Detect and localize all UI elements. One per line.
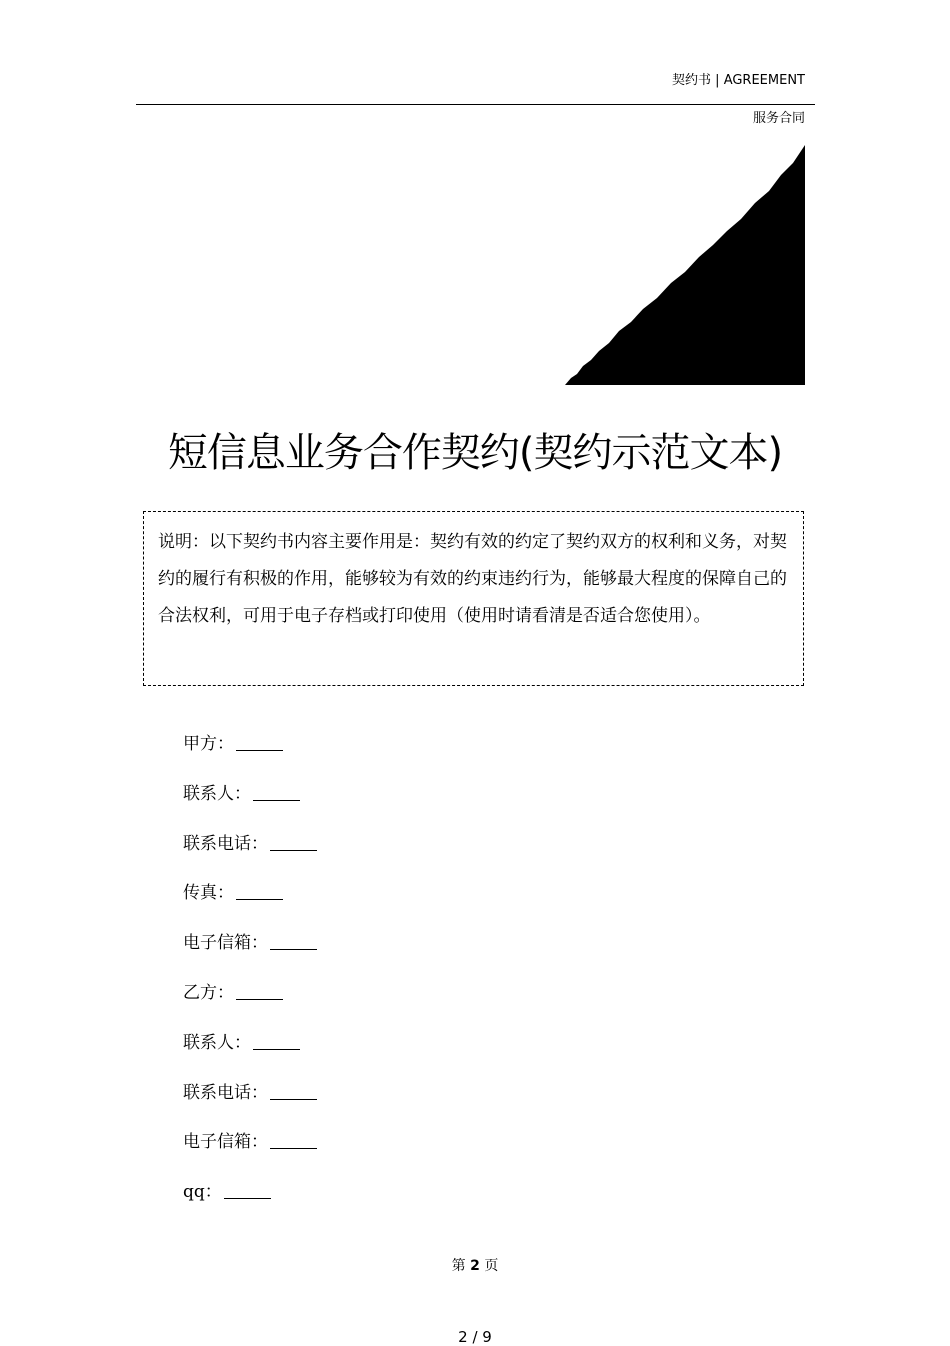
footer-prefix: 第 [451, 1258, 466, 1274]
footer-page-number: 2 [470, 1258, 480, 1274]
field-party-a [183, 728, 317, 778]
fill-blank [224, 1176, 271, 1199]
fill-blank [270, 1126, 317, 1149]
footer-suffix: 页 [484, 1258, 499, 1274]
fill-blank [270, 1077, 317, 1100]
fill-blank [236, 728, 283, 751]
header-subtitle: 服务合同 [752, 111, 805, 126]
field-party-b [183, 977, 317, 1027]
field-label: 联系人： [183, 783, 251, 804]
field-phone-b [183, 1077, 317, 1127]
field-label: 乙方： [183, 982, 234, 1003]
field-label: 电子信箱： [183, 1132, 268, 1153]
viewer-page-count: 2 / 9 [458, 1328, 492, 1346]
decorative-triangle-graphic [565, 145, 805, 385]
field-label: 联系电话： [183, 833, 268, 854]
document-title: 短信息业务合作契约(契约示范文本) [167, 430, 783, 476]
field-label: 联系人： [183, 1032, 251, 1053]
fill-blank [236, 877, 283, 900]
header-divider [136, 104, 815, 105]
fill-blank [253, 1027, 300, 1050]
field-contact-b [183, 1027, 317, 1077]
field-qq-b [183, 1176, 317, 1226]
notice-text: 说明：以下契约书内容主要作用是：契约有效的约定了契约双方的权利和义务，对契约的履行有积极的作用，能够较为有效的约束违约行为，能够最大程度的保障自己的合法权利，可用于电子存档或打印使用（使用时请看清是否适合您使用）。 [158, 532, 787, 626]
header-label: 契约书 | AGREEMENT [672, 73, 805, 88]
field-contact-a [183, 778, 317, 828]
fill-blank [236, 977, 283, 1000]
fill-blank [253, 778, 300, 801]
field-label: 甲方： [183, 734, 234, 754]
page-footer [0, 1255, 950, 1275]
field-label: 传真： [183, 883, 234, 904]
notice-box [143, 511, 804, 686]
field-phone-a [183, 828, 317, 878]
fill-blank [270, 828, 317, 851]
field-label: 电子信箱： [183, 933, 268, 954]
field-email-a [183, 927, 317, 977]
field-email-b [183, 1126, 317, 1176]
field-fax-a [183, 877, 317, 927]
field-label: qq： [183, 1182, 222, 1203]
fill-blank [270, 927, 317, 950]
field-label: 联系电话： [183, 1082, 268, 1103]
party-fields [183, 728, 317, 1226]
